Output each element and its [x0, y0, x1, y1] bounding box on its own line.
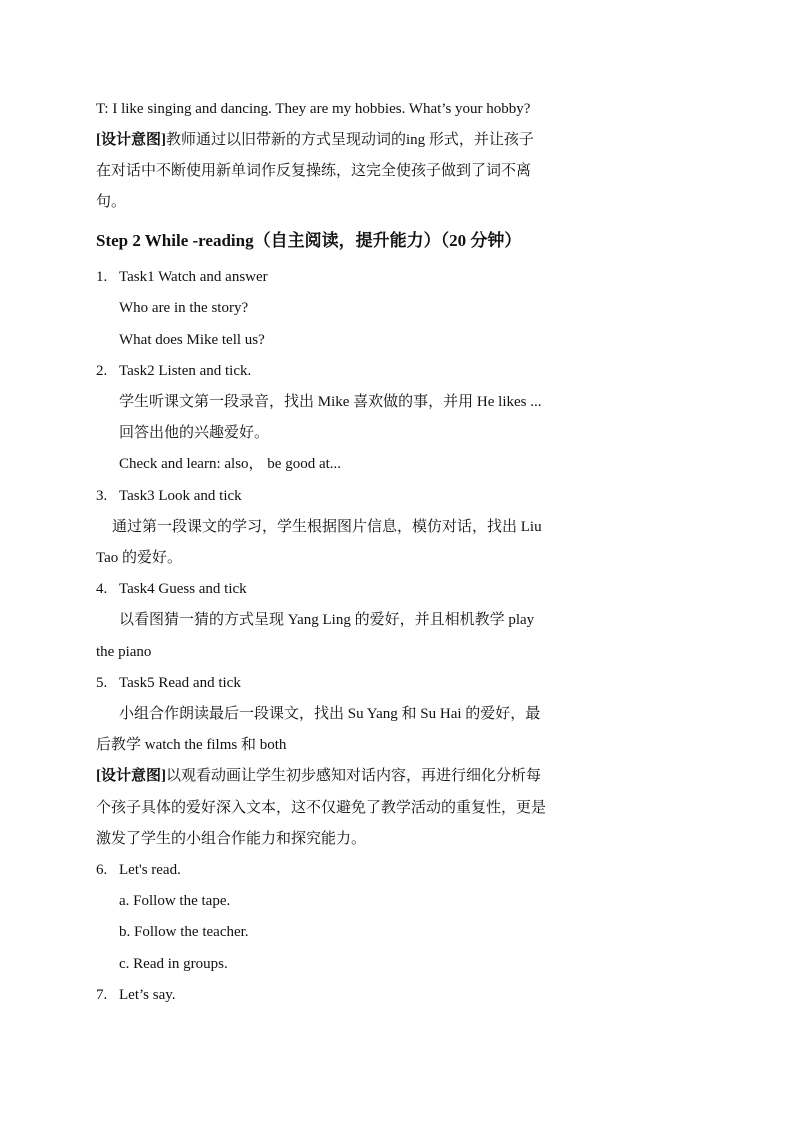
task-3-line-1: 通过第一段课文的学习，学生根据图片信息，模仿对话，找出 Liu: [112, 519, 542, 535]
task-4-line-2: the piano: [96, 644, 152, 660]
task-number: 1.: [96, 269, 108, 285]
task-3: [96, 486, 242, 506]
task-4-line-1: 以看图猜一猜的方式呈现 Yang Ling 的爱好，并且相机教学 play: [119, 612, 535, 628]
task-number: 4.: [96, 581, 108, 597]
task-6: [96, 860, 181, 880]
task-4: [96, 579, 247, 599]
task-title: Task4 Guess and tick: [119, 581, 247, 597]
task-1-question-2: What does Mike tell us?: [119, 332, 265, 348]
design-intent-2-line-3: 激发了学生的小组合作能力和探究能力。: [96, 831, 367, 847]
task-number: 7.: [96, 987, 108, 1003]
task-title: Task1 Watch and answer: [119, 269, 268, 285]
design-intent-text: 教师通过以旧带新的方式呈现动词的ing 形式，并让孩子: [166, 132, 534, 148]
task-number: 3.: [96, 488, 108, 504]
task-6-item-b: b. Follow the teacher.: [119, 924, 249, 940]
task-3-line-2: Tao 的爱好。: [96, 550, 183, 566]
task-6-item-c: c. Read in groups.: [119, 956, 228, 972]
design-intent-paragraph-1: [96, 130, 534, 150]
task-1-question-1: Who are in the story?: [119, 300, 249, 316]
task-5: [96, 673, 241, 693]
design-intent-2-line-2: 个孩子具体的爱好深入文本，这不仅避免了教学活动的重复性，更是: [96, 800, 547, 816]
task-title: Let’s say.: [119, 987, 176, 1003]
task-1: [96, 267, 268, 287]
design-intent-paragraph-2: [96, 766, 541, 786]
task-2: [96, 361, 251, 381]
task-5-line-2: 后教学 watch the films 和 both: [96, 737, 287, 753]
task-2-line-2: 回答出他的兴趣爱好。: [119, 425, 270, 441]
design-intent-text: 以观看动画让学生初步感知对话内容，再进行细化分析每: [166, 768, 542, 784]
task-number: 2.: [96, 363, 108, 379]
task-6-item-a: a. Follow the tape.: [119, 893, 231, 909]
dialogue-line: T: I like singing and dancing. They are my hobbies. What’s your hobby?: [96, 101, 531, 117]
task-title: Task2 Listen and tick.: [119, 363, 252, 379]
task-2-line-3: Check and learn: also， be good at...: [119, 456, 342, 472]
task-5-line-1: 小组合作朗读最后一段课文，找出 Su Yang 和 Su Hai 的爱好，最: [119, 706, 541, 722]
task-title: Task3 Look and tick: [119, 488, 242, 504]
design-intent-line-2: 在对话中不断使用新单词作反复操练，这完全使孩子做到了词不离: [96, 163, 532, 179]
task-7: [96, 985, 176, 1005]
design-intent-line-3: 句。: [96, 194, 127, 210]
task-number: 5.: [96, 675, 108, 691]
task-2-line-1: 学生听课文第一段录音，找出 Mike 喜欢做的事，并用 He likes ...: [119, 394, 542, 410]
design-intent-tag: [设计意图]: [96, 132, 166, 148]
task-number: 6.: [96, 862, 108, 878]
task-title: Task5 Read and tick: [119, 675, 241, 691]
design-intent-tag: [设计意图]: [96, 768, 166, 784]
step-heading: Step 2 While -reading（自主阅读，提升能力）（20 分钟）: [96, 231, 522, 250]
task-title: Let's read.: [119, 862, 181, 878]
